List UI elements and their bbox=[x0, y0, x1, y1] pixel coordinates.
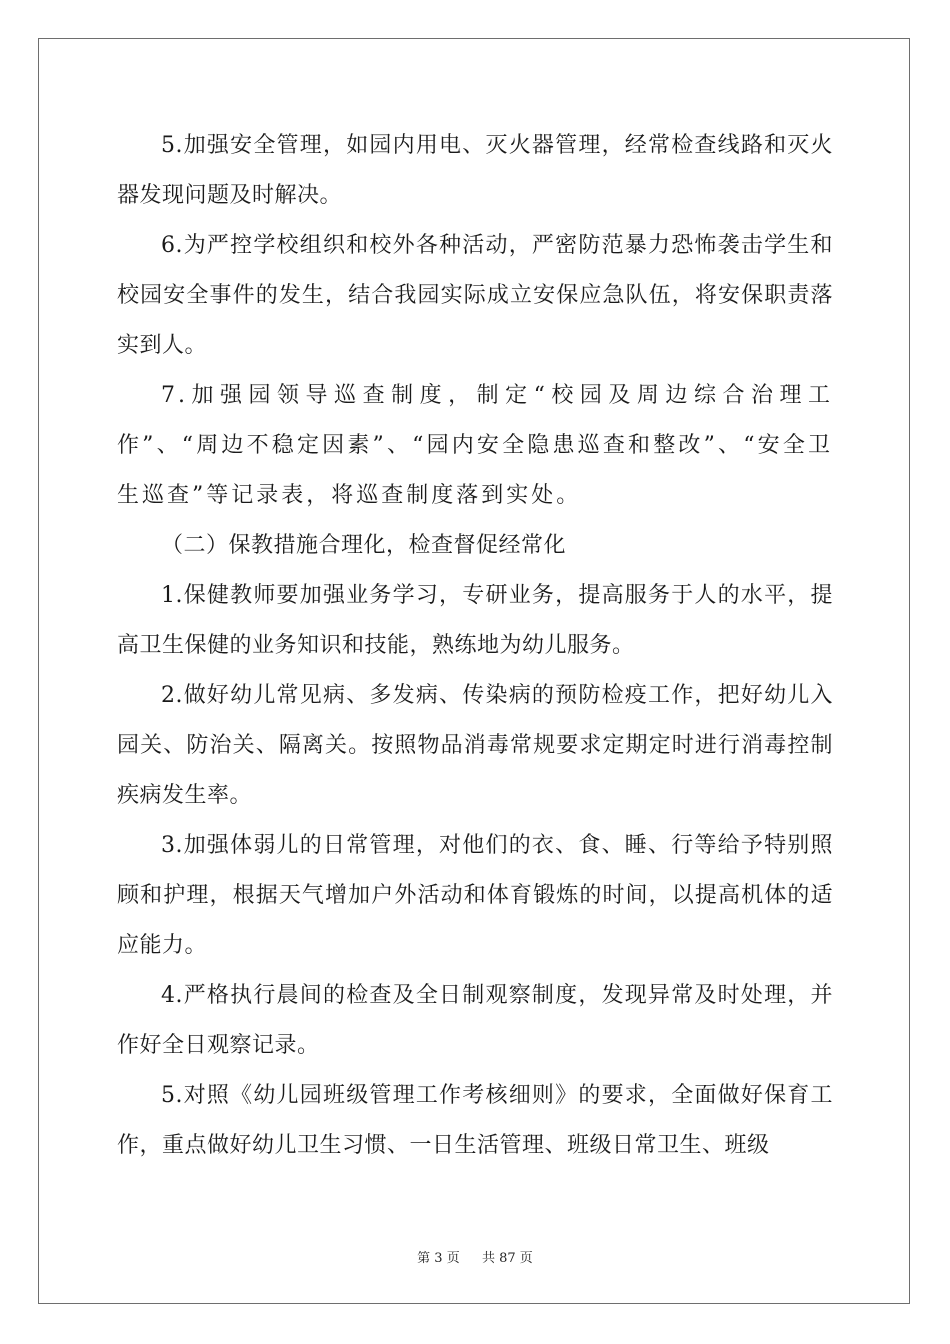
paragraph-item-5-care-work: 5.对照《幼儿园班级管理工作考核细则》的要求，全面做好保育工作，重点做好幼儿卫生习惯、一日生活管理、班级日常卫生、班级 bbox=[117, 1083, 833, 1158]
section-heading-2: （二）保教措施合理化，检查督促经常化 bbox=[161, 533, 567, 558]
paragraph-item-7-inspection: 7.加强园领导巡查制度，制定“校园及周边综合治理工作”、“周边不稳定因素”、“园内安全隐患巡查和整改”、“安全卫生巡查”等记录表，将巡查制度落到实处。 bbox=[117, 383, 833, 508]
page-footer bbox=[0, 1247, 950, 1266]
paragraph-item-6-security-team: 6.为严控学校组织和校外各种活动，严密防范暴力恐怖袭击学生和校园安全事件的发生，结合我园实际成立安保应急队伍，将安保职责落实到人。 bbox=[117, 233, 833, 358]
page-total: 共 87 页 bbox=[482, 1251, 533, 1266]
paragraph-item-5-safety: 5.加强安全管理，如园内用电、灭火器管理，经常检查线路和灭火器发现问题及时解决。 bbox=[117, 133, 833, 208]
page-number: 第 3 页 bbox=[417, 1251, 460, 1266]
paragraph-item-3-weak-children: 3.加强体弱儿的日常管理，对他们的衣、食、睡、行等给予特别照顾和护理，根据天气增加户外活动和体育锻炼的时间，以提高机体的适应能力。 bbox=[117, 833, 833, 958]
paragraph-item-1-health-teacher: 1.保健教师要加强业务学习，专研业务，提高服务于人的水平，提高卫生保健的业务知识和技能，熟练地为幼儿服务。 bbox=[117, 583, 833, 658]
paragraph-item-2-disease-prevention: 2.做好幼儿常见病、多发病、传染病的预防检疫工作，把好幼儿入园关、防治关、隔离关。按照物品消毒常规要求定期定时进行消毒控制疾病发生率。 bbox=[117, 683, 833, 808]
paragraph-item-4-morning-check: 4.严格执行晨间的检查及全日制观察制度，发现异常及时处理，并作好全日观察记录。 bbox=[117, 983, 833, 1058]
document-body bbox=[117, 121, 833, 1171]
